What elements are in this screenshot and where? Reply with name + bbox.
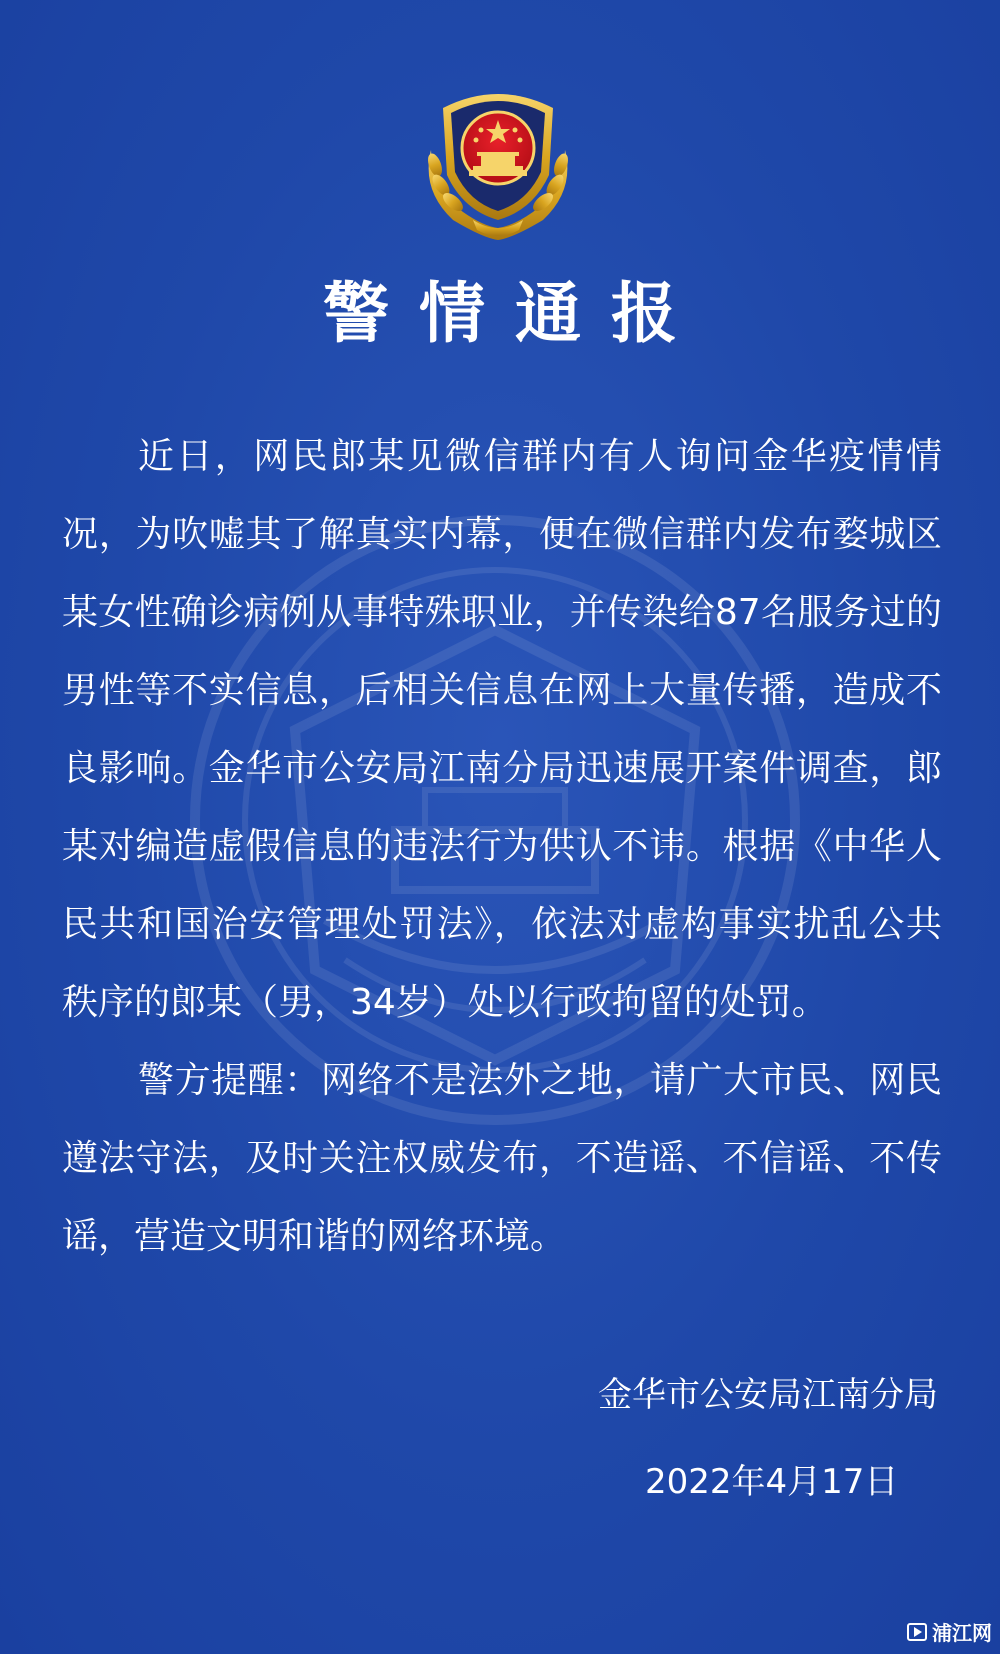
notice-title: 警情通报 [323,274,707,352]
issue-date: 2022年4月17日 [645,1462,899,1502]
notice-body [62,418,942,1276]
source-logo-text: 浦江网 [932,1621,992,1645]
notice-paragraph: 警方提醒：网络不是法外之地，请广大市民、网民遵法守法，及时关注权威发布，不造谣、不信谣、不传谣，营造文明和谐的网络环境。 [62,1060,942,1257]
notice-paragraph: 近日，网民郎某见微信群内有人询问金华疫情情况，为吹嘘其了解真实内幕，便在微信群内发布婺城区某女性确诊病例从事特殊职业，并传染给87名服务过的男性等不实信息，后相关信息在网上大量传播，造成不良影响。金华市公安局江南分局迅速展开案件调查，郎某对编造虚假信息的违法行为供认不讳。根据《中华人民共和国治安管理处罚法》，依法对虚构事实扰乱公共秩序的郎某（男，34岁）处以行政拘留的处罚。 [62,436,942,1023]
source-logo [907,1617,992,1646]
play-icon [907,1623,927,1641]
police-emblem-icon [413,80,583,245]
issuer-signature: 金华市公安局江南分局 [598,1375,938,1415]
